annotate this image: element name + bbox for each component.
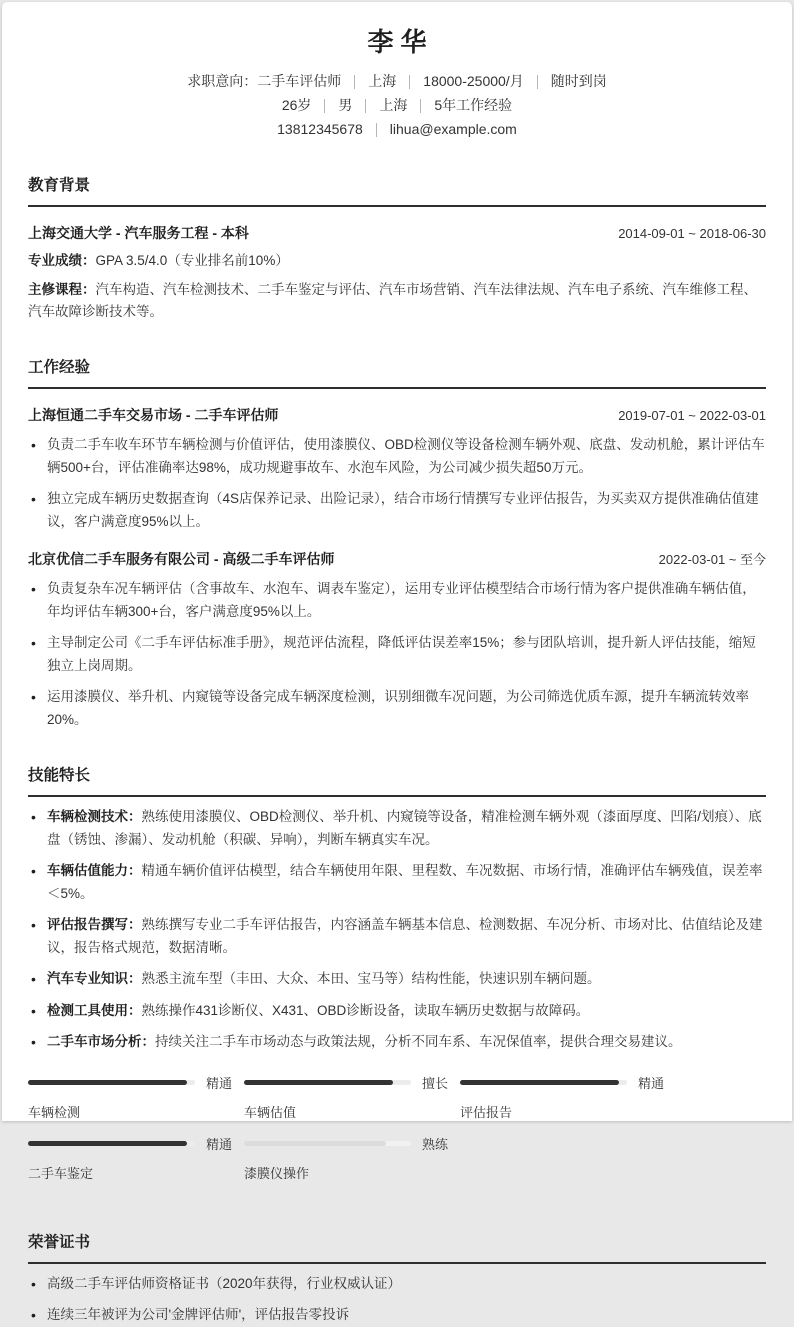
separator [409, 75, 410, 89]
skill-text: 持续关注二手车市场动态与政策法规，分析不同车系、车况保值率，提供合理交易建议。 [155, 1034, 682, 1049]
gpa-line [28, 250, 766, 272]
skill-level-label: 精通 [638, 1076, 665, 1091]
personal-info-line [28, 94, 766, 117]
honor-bullet: • 高级二手车评估师资格证书（2020年获得，行业权威认证） [28, 1273, 766, 1296]
education-title: 教育背景 [28, 176, 766, 207]
job-bullet-list [28, 434, 766, 533]
skill-label: 二手车市场分析： [47, 1034, 155, 1049]
courses-value: 汽车构造、汽车检测技术、二手车鉴定与评估、汽车市场营销、汽车法律法规、汽车电子系统、汽车维修工程、汽车故障诊断技术等。 [28, 282, 757, 319]
candidate-name: 李华 [367, 27, 434, 57]
skill-bar-name: 车辆估值 [244, 1104, 297, 1120]
skill-bullet [28, 968, 766, 991]
intent-salary: 18000-25000/月 [423, 73, 524, 89]
job-bullet: • 独立完成车辆历史数据查询（4S店保养记录、出险记录），结合市场行情撰写专业评估报告，为买卖双方提供准确估值建议，客户满意度95%以上。 [28, 488, 766, 533]
section-skills [28, 766, 766, 1198]
skill-bar-name: 车辆检测 [28, 1104, 81, 1120]
contact-line [28, 118, 766, 141]
education-entry-head [28, 223, 766, 243]
company-line: 北京优信二手车服务有限公司 - 高级二手车评估师 [28, 551, 335, 567]
skill-label: 车辆估值能力： [47, 863, 142, 878]
honors-bullet-list [28, 1273, 766, 1327]
skill-label: 汽车专业知识： [47, 971, 142, 986]
job-entry-head [28, 405, 766, 425]
job-date-range: 2019-07-01 ~ 2022-03-01 [618, 408, 766, 423]
job-bullet: • 运用漆膜仪、举升机、内窥镜等设备完成车辆深度检测，识别细微车况问题，为公司筛选优质车源，提升车辆流转效率20%。 [28, 686, 766, 731]
section-honors [28, 1233, 766, 1327]
skill-bar-fill [28, 1141, 187, 1146]
skill-bar-paint-meter-operation [244, 1137, 460, 1182]
skill-bar-row [244, 1137, 460, 1151]
job-bullet: • 主导制定公司《二手车评估标准手册》，规范评估流程，降低评估误差率15%；参与团队培训，提升新人评估技能，缩短独立上岗周期。 [28, 632, 766, 677]
skill-text: 熟悉主流车型（丰田、大众、本田、宝马等）结构性能，快速识别车辆问题。 [141, 971, 601, 986]
skill-level-label: 精通 [206, 1137, 233, 1152]
skill-bar-track [28, 1141, 195, 1146]
section-work [28, 358, 766, 731]
skill-level-label: 熟练 [422, 1137, 449, 1152]
honor-bullet: • 连续三年被评为公司'金牌评估师'，评估报告零投诉 [28, 1304, 766, 1327]
honors-title: 荣誉证书 [28, 1233, 766, 1264]
skill-bar-row [460, 1076, 676, 1090]
job-bullet: • 负责二手车收车环节车辆检测与价值评估，使用漆膜仪、OBD检测仪等设备检测车辆外观、底盘、发动机舱，累计评估车辆500+台，评估准确率达98%，成功规避事故车、水泡车风险，为公司减少损失超50万元。 [28, 434, 766, 479]
intent-availability: 随时到岗 [550, 73, 607, 89]
skill-bar-track [244, 1141, 411, 1146]
skill-bar-row [28, 1137, 244, 1151]
job-bullet-list [28, 578, 766, 731]
skills-title: 技能特长 [28, 766, 766, 797]
intent-city: 上海 [368, 73, 397, 89]
separator [420, 99, 421, 113]
skill-label: 检测工具使用： [47, 1002, 142, 1018]
intent-position: 求职意向：二手车评估师 [187, 73, 342, 89]
skill-text: 精通车辆价值评估模型，结合车辆使用年限、里程数、车况数据、市场行情，准确评估车辆残值，误差率＜5%。 [47, 863, 763, 901]
courses-label: 主修课程： [28, 282, 96, 297]
skill-bar-name: 二手车鉴定 [28, 1165, 94, 1181]
job-entry-head [28, 549, 766, 569]
separator [365, 99, 366, 113]
skill-bar-fill [460, 1080, 619, 1085]
skill-level-label: 擅长 [422, 1076, 449, 1091]
skill-bar-track [244, 1080, 411, 1085]
skill-bar-fill [28, 1080, 187, 1085]
skill-text: 熟练撰写专业二手车评估报告，内容涵盖车辆基本信息、检测数据、车况分析、市场对比、估值结论及建议，报告格式规范，数据清晰。 [47, 917, 763, 955]
skills-bullet-list [28, 806, 766, 1054]
skill-text: 熟练使用漆膜仪、OBD检测仪、举升机、内窥镜等设备，精准检测车辆外观（漆面厚度、凹陷/划痕）、底盘（锈蚀、渗漏）、发动机舱（积碳、异响），判断车辆真实车况。 [47, 809, 762, 847]
skill-bar-track [28, 1080, 195, 1085]
location: 上海 [379, 97, 408, 113]
resume-page [2, 2, 792, 1322]
skill-text: 熟练操作431诊断仪、X431、OBD诊断设备，读取车辆历史数据与故障码。 [141, 1002, 590, 1018]
skill-label: 评估报告撰写： [47, 917, 142, 932]
school-line: 上海交通大学 - 汽车服务工程 - 本科 [28, 225, 249, 241]
section-education [28, 176, 766, 323]
skill-label: 车辆检测技术： [47, 809, 142, 824]
work-title: 工作经验 [28, 358, 766, 389]
skill-bullet [28, 860, 766, 905]
separator [537, 75, 538, 89]
skill-bar-track [460, 1080, 627, 1085]
separator [376, 123, 377, 137]
job-date-range: 2022-03-01 ~ 至今 [658, 552, 766, 567]
skill-level-label: 精通 [206, 1076, 233, 1091]
company-line: 上海恒通二手车交易市场 - 二手车评估师 [28, 407, 279, 423]
skill-bullet [28, 1031, 766, 1054]
courses-line [28, 279, 766, 323]
age: 26岁 [281, 97, 312, 113]
email-address: lihua@example.com [389, 121, 517, 137]
separator [354, 75, 355, 89]
skill-bar-fill [244, 1141, 386, 1146]
skill-bar-vehicle-inspection [28, 1076, 244, 1121]
phone-number: 13812345678 [277, 121, 363, 137]
job-intent-line [28, 70, 766, 93]
resume-header [28, 2, 766, 141]
skill-bullet [28, 1000, 766, 1023]
experience-years: 5年工作经验 [434, 97, 513, 113]
skill-bullet [28, 806, 766, 851]
skill-bar-row [244, 1076, 460, 1090]
gpa-value: GPA 3.5/4.0（专业排名前10%） [95, 253, 289, 268]
gpa-label: 专业成绩： [28, 253, 96, 268]
skill-bar-appraisal-report [460, 1076, 676, 1121]
skill-bar-vehicle-valuation [244, 1076, 460, 1121]
skill-bar-used-car-authentication [28, 1137, 244, 1182]
separator [324, 99, 325, 113]
skill-bar-name: 评估报告 [460, 1104, 513, 1120]
skill-bar-name: 漆膜仪操作 [244, 1165, 310, 1181]
skill-bar-row [28, 1076, 244, 1090]
skill-bar-fill [244, 1080, 393, 1085]
job-bullet: • 负责复杂车况车辆评估（含事故车、水泡车、调表车鉴定），运用专业评估模型结合市场行情为客户提供准确车辆估值，年均评估车辆300+台，客户满意度95%以上。 [28, 578, 766, 623]
education-date-range: 2014-09-01 ~ 2018-06-30 [618, 226, 766, 241]
gender: 男 [338, 97, 353, 113]
skill-bullet [28, 914, 766, 959]
skill-bars-grid [28, 1076, 766, 1198]
